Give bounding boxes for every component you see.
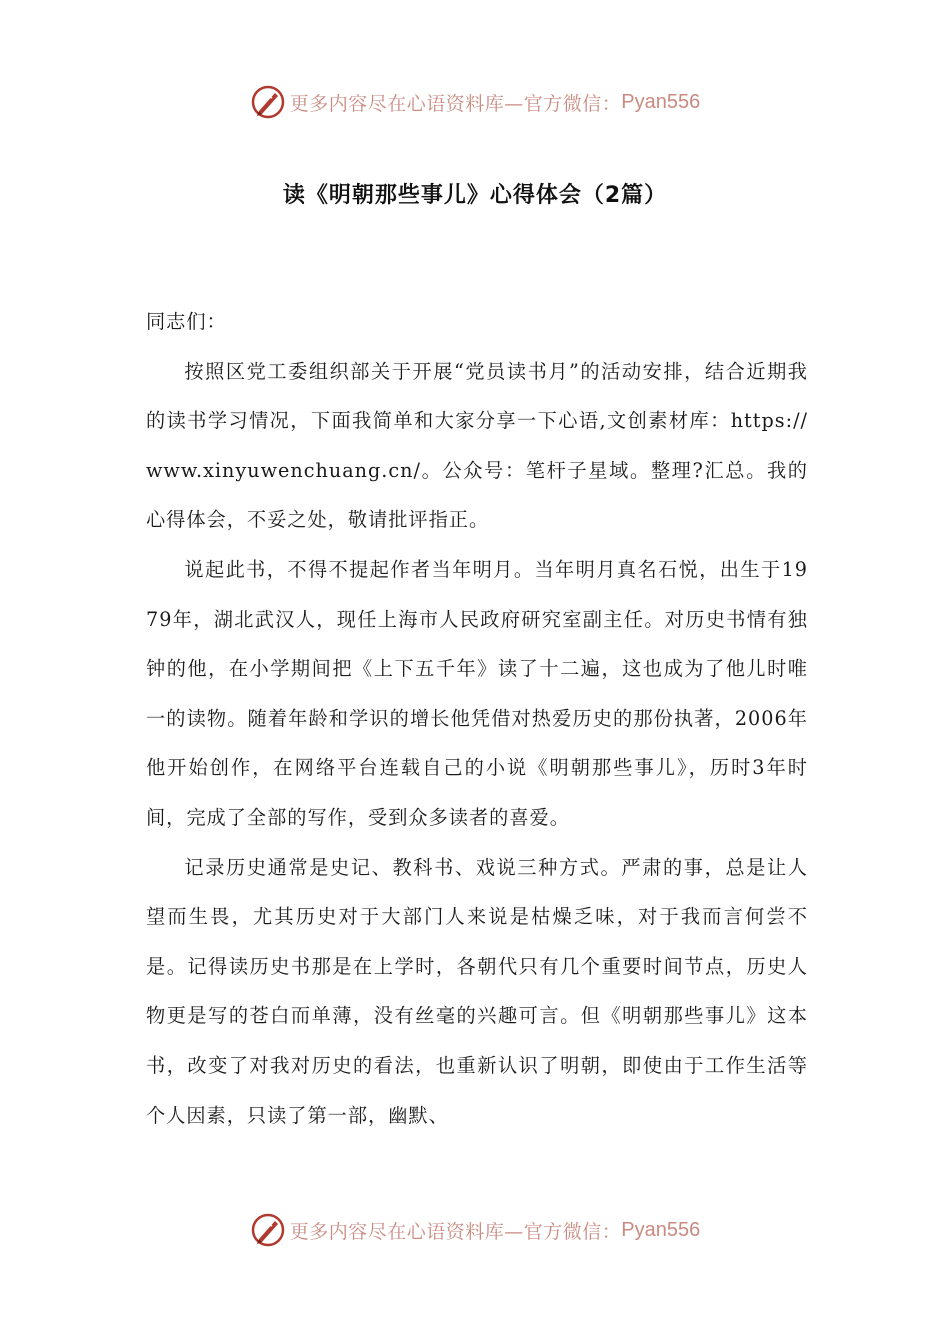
banner-wechat-id: Pyan556 [621, 90, 701, 113]
pen-logo-icon [250, 84, 286, 120]
salutation: 同志们： [146, 310, 227, 333]
banner-wechat-id: Pyan556 [621, 1218, 701, 1241]
document-body [146, 297, 808, 1140]
header-banner [0, 82, 950, 122]
document-title: 读《明朝那些事儿》心得体会（2篇） [282, 183, 668, 208]
paragraph: 按照区党工委组织部关于开展“党员读书月”的活动安排，结合近期我的读书学习情况，下面我简单和大家分享一下心语,文创素材库：https://www.xinyuwenchuang.cn/。公众号：笔杆子星域。整理?汇总。我的心得体会，不妥之处，敬请批评指正。 [146, 359, 808, 532]
banner-text: 更多内容尽在心语资料库—官方微信： [289, 92, 622, 115]
banner-text: 更多内容尽在心语资料库—官方微信： [289, 1220, 622, 1243]
paragraph: 记录历史通常是史记、教科书、戏说三种方式。严肃的事，总是让人望而生畏，尤其历史对于大部门人来说是枯燥乏味，对于我而言何尝不是。记得读历史书那是在上学时，各朝代只有几个重要时间节点，历史人物更是写的苍白而单薄，没有丝毫的兴趣可言。但《明朝那些事儿》这本书，改变了对我对历史的看法，也重新认识了明朝，即使由于工作生活等个人因素，只读了第一部，幽默、 [146, 855, 808, 1127]
paragraph: 说起此书，不得不提起作者当年明月。当年明月真名石悦，出生于1979年，湖北武汉人，现任上海市人民政府研究室副主任。对历史书情有独钟的他，在小学期间把《上下五千年》读了十二遍，这也成为了他儿时唯一的读物。随着年龄和学识的增长他凭借对热爱历史的那份执著，2006年他开始创作，在网络平台连载自己的小说《明朝那些事儿》，历时3年时间，完成了全部的写作，受到众多读者的喜爱。 [146, 557, 808, 829]
pen-logo-icon [250, 1212, 286, 1248]
footer-banner [0, 1210, 950, 1250]
